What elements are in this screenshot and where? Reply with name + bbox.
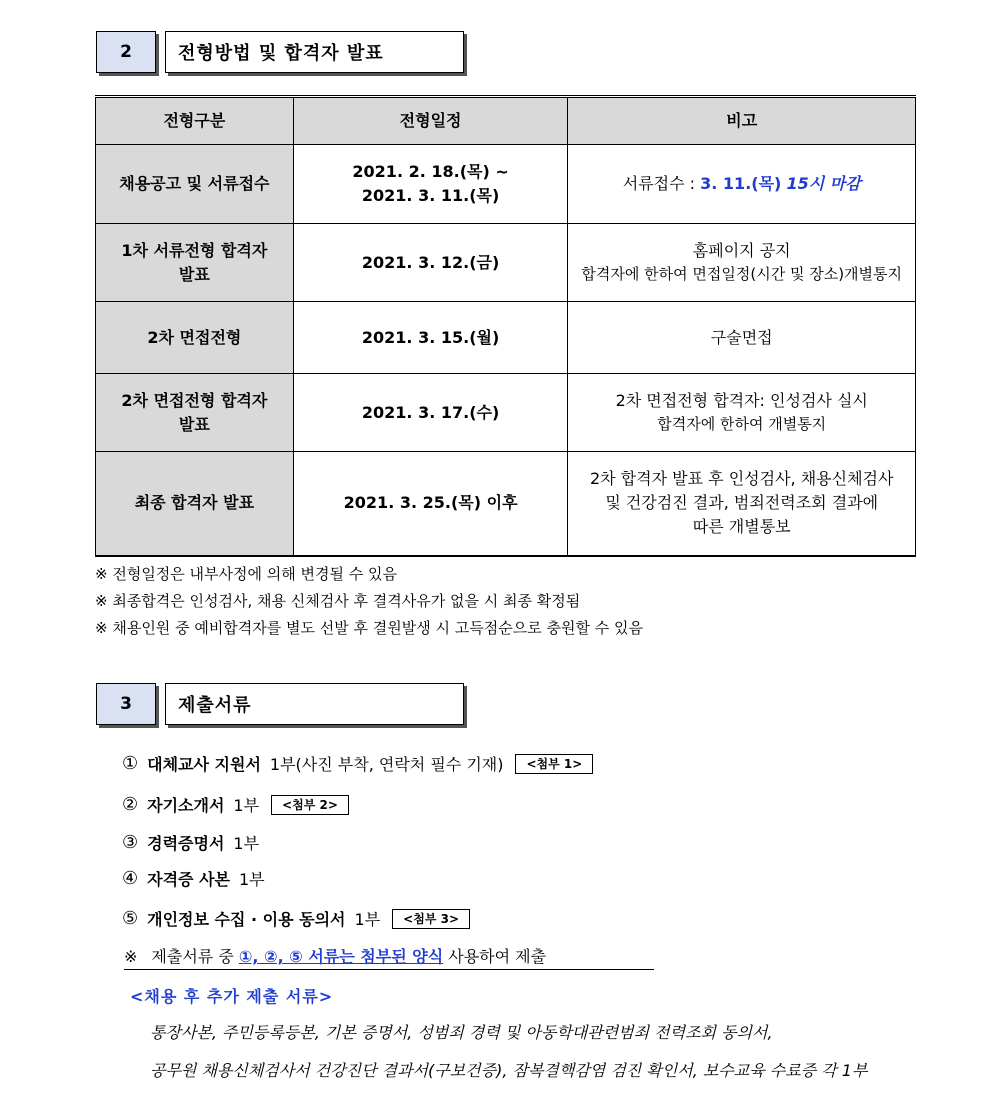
column-header: 비고 [568, 97, 916, 145]
column-header: 전형구분 [96, 97, 294, 145]
note-item: ※ 채용인원 중 예비합격자를 별도 선발 후 결원발생 시 고득점순으로 충원할 수 있음 [95, 619, 643, 637]
after-hire-line: 공무원 채용신체검사서 건강진단 결과서(구보건증), 잠복결핵감염 검진 확인서, 보수교육 수료증 각 1부 [150, 1061, 868, 1080]
note-line: 합격자에 한하여 면접일정(시간 및 장소)개별통지 [581, 265, 903, 284]
row-category: 2차 면접전형 [96, 302, 294, 374]
section-2-title: 전형방법 및 합격자 발표 [165, 31, 464, 73]
item-detail: 1부(사진 부착, 연락처 필수 기재) [269, 755, 504, 774]
schedule-table [95, 95, 916, 557]
after-hire-line: 통장사본, 주민등록등본, 기본 증명서, 성범죄 경력 및 아동학대관련범죄 전력조회 동의서, [150, 1023, 773, 1042]
note-prefix: 제출서류 중 [151, 947, 239, 966]
after-hire-list [150, 1014, 930, 1090]
row-date: 2021. 3. 15.(월) [293, 302, 568, 374]
table-row [96, 302, 916, 374]
document-item [122, 831, 259, 854]
section-3-header [96, 683, 464, 725]
table-row [96, 452, 916, 556]
row-category: 최종 합격자 발표 [96, 452, 294, 556]
item-number: ① [122, 753, 139, 774]
schedule-notes [95, 561, 643, 642]
row-note [568, 452, 916, 556]
column-header: 전형일정 [293, 97, 568, 145]
document-item [122, 867, 265, 890]
section-3-number: 3 [96, 683, 156, 725]
table-row [96, 224, 916, 302]
note-suffix: 사용하여 제출 [443, 947, 547, 966]
table-header-row [96, 97, 916, 145]
note-line: 및 건강검진 결과, 범죄전력조회 결과에 [605, 493, 879, 513]
note-highlight: ①, ②, ⑤ 서류는 첨부된 양식 [238, 947, 444, 966]
note-line: 합격자에 한하여 개별통지 [657, 415, 827, 434]
category-line: 2차 면접전형 합격자 [121, 390, 268, 410]
row-note [568, 145, 916, 224]
item-number: ⑤ [122, 908, 139, 929]
submit-note [124, 944, 654, 970]
item-detail: 1부 [233, 834, 260, 853]
note-deadline-time: 15시 마감 [786, 174, 861, 193]
attachment-tag: <첨부 2> [271, 795, 349, 815]
item-number: ④ [122, 868, 139, 889]
row-note [568, 224, 916, 302]
note-item: ※ 전형일정은 내부사정에 의해 변경될 수 있음 [95, 565, 397, 583]
section-2-header [96, 31, 464, 73]
document-item [122, 907, 470, 930]
item-number: ③ [122, 832, 139, 853]
attachment-tag: <첨부 1> [515, 754, 593, 774]
note-deadline-date: 3. 11.(목) [700, 174, 782, 193]
note-line: 2차 면접전형 합격자: 인성검사 실시 [615, 391, 868, 411]
item-name: 대체교사 지원서 [147, 755, 261, 774]
table-row [96, 374, 916, 452]
item-detail: 1부 [354, 910, 381, 929]
after-hire-title: <채용 후 추가 제출 서류> [130, 987, 334, 1006]
attachment-tag: <첨부 3> [392, 909, 470, 929]
note-symbol: ※ [124, 947, 138, 966]
document-item [122, 793, 349, 816]
item-number: ② [122, 794, 139, 815]
note-line: 홈페이지 공지 [692, 241, 791, 261]
item-name: 경력증명서 [147, 834, 225, 853]
note-prefix: 서류접수 : [622, 174, 701, 193]
category-line: 발표 [178, 264, 210, 284]
item-detail: 1부 [233, 796, 260, 815]
category-line: 발표 [178, 414, 210, 434]
row-category [96, 224, 294, 302]
item-name: 자기소개서 [147, 796, 225, 815]
item-name: 자격증 사본 [147, 870, 230, 889]
document-item [122, 752, 593, 775]
note-item: ※ 최종합격은 인성검사, 채용 신체검사 후 결격사유가 없을 시 최종 확정됨 [95, 592, 581, 610]
item-detail: 1부 [239, 870, 265, 889]
table-row [96, 145, 916, 224]
date-line: 2021. 2. 18.(목) ~ [352, 162, 509, 181]
category-line: 1차 서류전형 합격자 [121, 240, 268, 260]
row-note: 구술면접 [568, 302, 916, 374]
row-category: 채용공고 및 서류접수 [96, 145, 294, 224]
row-category [96, 374, 294, 452]
row-note [568, 374, 916, 452]
section-3-title: 제출서류 [165, 683, 464, 725]
date-line: 2021. 3. 11.(목) [361, 186, 500, 205]
row-date [293, 145, 568, 224]
row-date: 2021. 3. 12.(금) [293, 224, 568, 302]
note-line: 따른 개별통보 [692, 517, 791, 537]
row-date: 2021. 3. 17.(수) [293, 374, 568, 452]
row-date: 2021. 3. 25.(목) 이후 [293, 452, 568, 556]
note-line: 2차 합격자 발표 후 인성검사, 채용신체검사 [589, 469, 894, 489]
section-2-number: 2 [96, 31, 156, 73]
item-name: 개인정보 수집 · 이용 동의서 [147, 910, 346, 929]
